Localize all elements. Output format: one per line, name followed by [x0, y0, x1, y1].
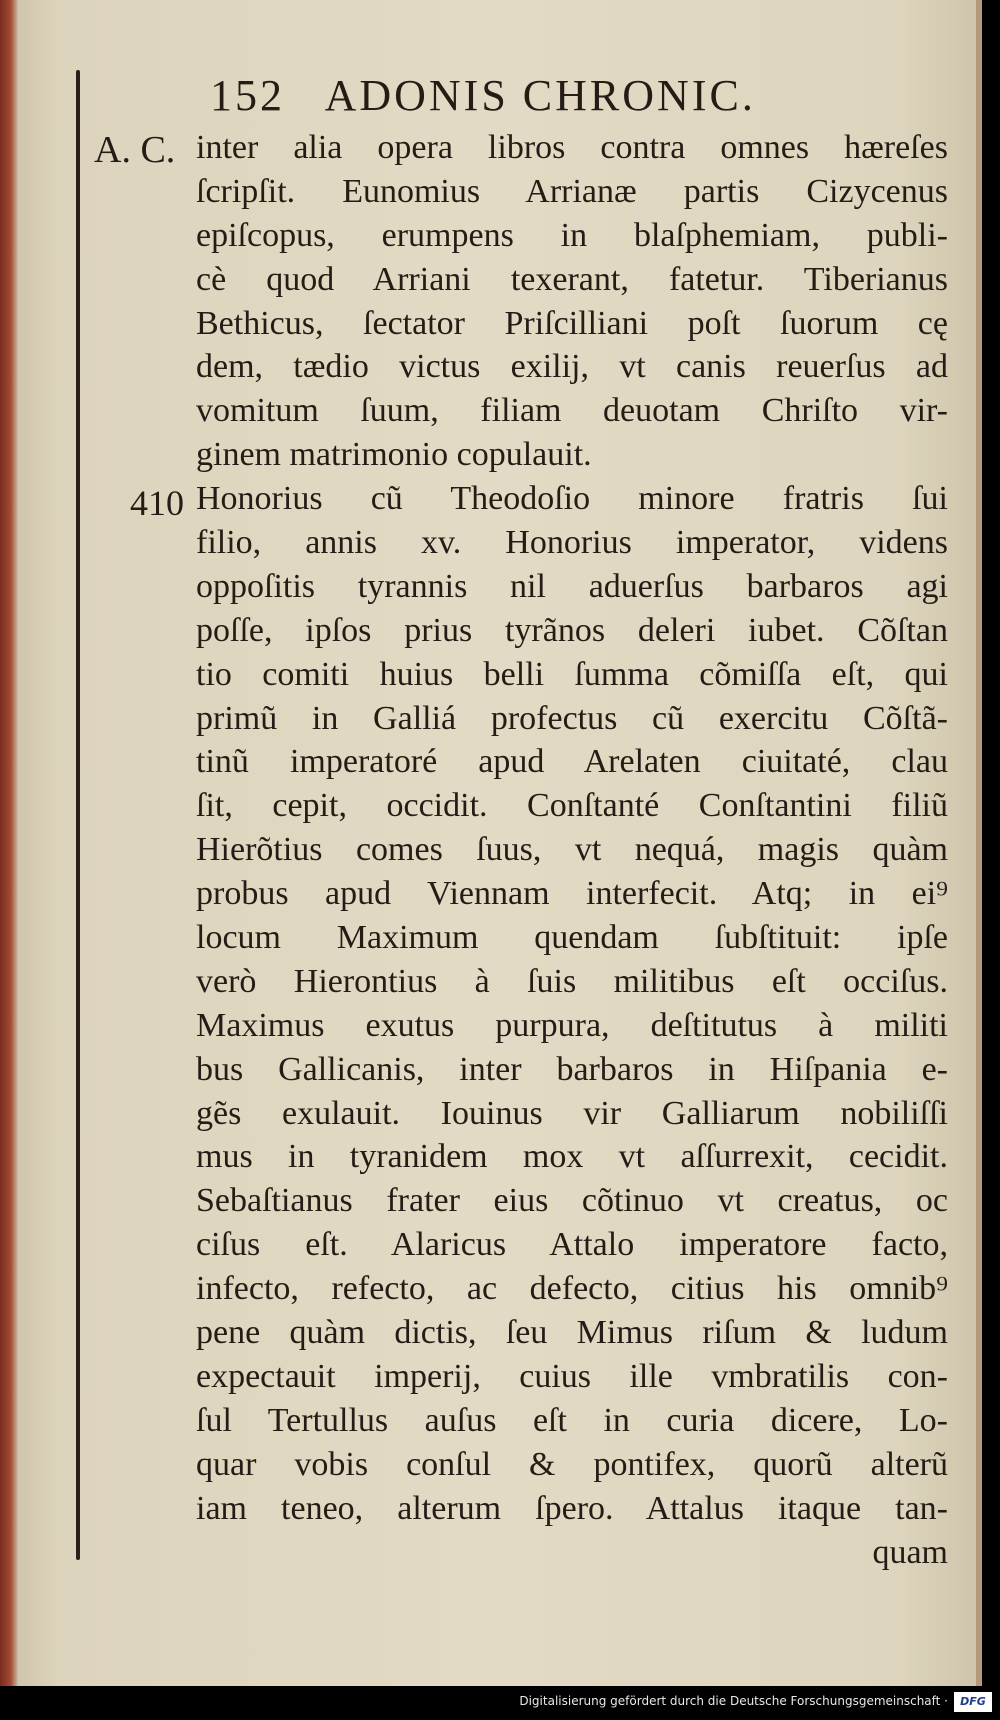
text-line: expectauit imperij, cuius ille vmbratilis con- [196, 1357, 948, 1395]
running-head [210, 70, 870, 126]
footer-credit: Digitalisierung gefördert durch die Deutsche Forschungsgemeinschaft · [519, 1694, 948, 1708]
text-line: vomitum ſuum, filiam deuotam Chriſto vir- [196, 392, 948, 430]
text-line: tinũ imperatoré apud Arelaten ciuitaté, clau [196, 743, 948, 781]
text-line: ſcripſit. Eunomius Arrianæ partis Cizycenus [196, 172, 948, 210]
text-line: Honorius cũ Theodoſio minore fratris ſui [196, 480, 948, 518]
text-line: dem, tædio victus exilij, vt canis reuerſus ad [196, 348, 948, 386]
text-line: primũ in Galliá profectus cũ exercitu Cõſtã- [196, 699, 948, 737]
text-line: ſul Tertullus auſus eſt in curia dicere, Lo- [196, 1401, 948, 1439]
text-line: ciſus eſt. Alaricus Attalo imperatore facto, [196, 1226, 948, 1264]
text-line: inter alia opera libros contra omnes hæreſes [196, 129, 948, 166]
page-number: 152 [210, 71, 285, 120]
margin-note-year: 410 [130, 483, 184, 523]
text-line: cè quod Arriani texerant, fatetur. Tiberianus [196, 260, 948, 298]
text-line: iam teneo, alterum ſpero. Attalus itaque tan- [196, 1489, 948, 1527]
text-line: filio, annis xv. Honorius imperator, videns [196, 524, 948, 562]
margin-note-era: A. C. [94, 129, 176, 171]
text-line: epiſcopus, erumpens in blaſphemiam, publi- [196, 216, 948, 254]
page-edge [0, 0, 18, 1686]
text-line: ſit, cepit, occidit. Conſtanté Conſtantini filiũ [196, 787, 948, 825]
text-line: pene quàm dictis, ſeu Mimus riſum & ludum [196, 1314, 948, 1352]
text-line: ginem matrimonio copulauit. [196, 436, 592, 474]
text-line: poſſe, ipſos prius tyrãnos deleri iubet. Cõſtan [196, 611, 948, 649]
text-line: tio comiti huius belli ſumma cõmiſſa eſt, qui [196, 655, 948, 693]
text-line: bus Gallicanis, inter barbaros in Hiſpania e- [196, 1050, 948, 1088]
running-head-title: ADONIS CHRONIC. [324, 71, 756, 120]
text-line: gẽs exulauit. Iouinus vir Galliarum nobiliſſi [196, 1094, 948, 1132]
margin-rule [76, 70, 80, 1560]
catchword: quam [872, 1533, 948, 1571]
text-line: infecto, refecto, ac defecto, citius his omnib⁹ [196, 1270, 948, 1308]
text-line: Bethicus, ſectator Priſcilliani poſt ſuorum cę [196, 304, 948, 342]
dfg-logo: DFG [954, 1692, 992, 1712]
text-line: quar vobis conſul & pontifex, quorũ alterũ [196, 1445, 948, 1483]
text-line: verò Hierontius à ſuis militibus eſt occiſus. [196, 962, 948, 1000]
text-line: Hierõtius comes ſuus, vt nequá, magis quàm [196, 831, 948, 869]
body-text [196, 126, 948, 1574]
text-line: locum Maximum quendam ſubſtituit: ipſe [196, 919, 948, 957]
text-line: Maximus exutus purpura, deſtitutus à militi [196, 1006, 948, 1044]
footer-bar [0, 1686, 1000, 1720]
text-line: mus in tyranidem mox vt aſſurrexit, cecidit. [196, 1138, 948, 1176]
text-line: Sebaſtianus frater eius cõtinuo vt creatus, oc [196, 1182, 948, 1220]
text-line: oppoſitis tyrannis nil aduerſus barbaros agi [196, 567, 948, 605]
text-line: probus apud Viennam interfecit. Atq; in ei⁹ [196, 875, 948, 913]
